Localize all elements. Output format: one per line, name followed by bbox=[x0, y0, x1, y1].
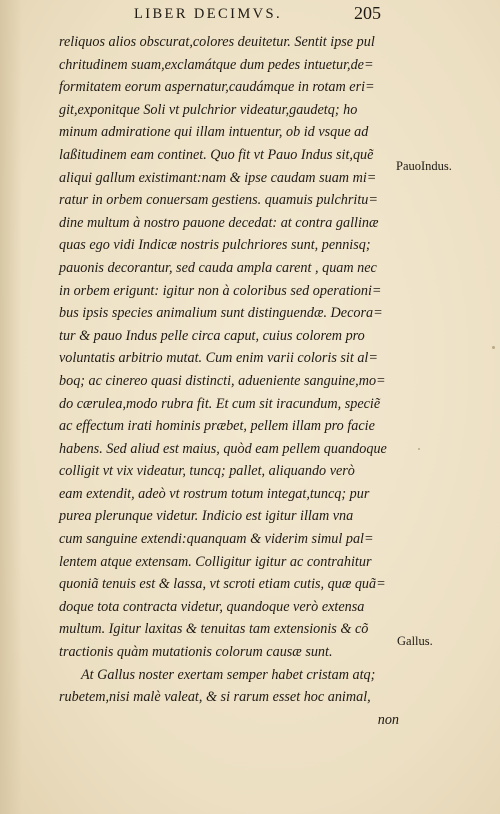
text-line: quas ego vidi Indicæ nostris pulchriores sunt, pennisq; bbox=[59, 237, 371, 254]
body-text bbox=[59, 31, 399, 731]
text-line: doque tota contracta videtur, quandoque verò extensa bbox=[59, 598, 365, 615]
text-line: ratur in orbem conuersam gestiens. quamuis pulchritu= bbox=[59, 192, 378, 209]
catchword: non bbox=[377, 711, 399, 728]
text-line: quoniã tenuis est & lassa, vt scroti etiam cutis, quæ quã= bbox=[59, 576, 386, 593]
text-line: boq; ac cinereo quasi distincti, adueniente sanguine,mo= bbox=[59, 372, 386, 389]
text-line: minum admiratione qui illam intuentur, ob id vsque ad bbox=[59, 124, 369, 141]
marginal-note-pauo-indus: PauoIndus. bbox=[396, 159, 452, 173]
text-line: lentem atque extensam. Colligitur igitur ac contrahitur bbox=[59, 553, 372, 570]
text-line: multum. Igitur laxitas & tenuitas tam extensionis & cõ bbox=[59, 621, 369, 638]
page-number: 205 bbox=[354, 3, 381, 23]
paper-speck bbox=[418, 448, 420, 450]
text-line: colligit vt vix videatur, tuncq; pallet, aliquando verò bbox=[59, 463, 355, 480]
text-line: do cærulea,modo rubra fit. Et cum sit iracundum, speciẽ bbox=[59, 395, 381, 412]
text-line: laßitudinem eam continet. Quo fit vt Pauo Indus sit,quẽ bbox=[59, 146, 374, 163]
text-line: git,exponitque Soli vt pulchrior videatur,gaudetq; ho bbox=[59, 101, 358, 118]
text-line: habens. Sed aliud est maius, quòd eam pellem quandoque bbox=[59, 440, 387, 457]
running-head: LIBER DECIMVS. bbox=[134, 6, 282, 22]
page-gutter-shadow bbox=[0, 0, 22, 814]
text-line: dine multum à nostro pauone decedat: at contra gallinæ bbox=[59, 214, 379, 231]
page-header bbox=[0, 3, 500, 29]
text-line: in orbem erigunt: igitur non à coloribus sed operationi= bbox=[59, 282, 382, 299]
text-line: eam extendit, adeò vt rostrum totum integat,tuncq; pur bbox=[59, 485, 370, 502]
text-line: bus ipsis species animalium sunt distinguendæ. Decora= bbox=[59, 305, 383, 322]
text-line: purea plerunque videtur. Indicio est igitur illam vna bbox=[59, 508, 354, 525]
text-line: tur & pauo Indus pelle circa caput, cuius colorem pro bbox=[59, 327, 365, 344]
paper-speck bbox=[492, 346, 495, 349]
text-line: tractionis quàm mutationis colorum causæ sunt. bbox=[59, 644, 333, 661]
marginal-note-gallus: Gallus. bbox=[397, 634, 433, 648]
text-line: reliquos alios obscurat,colores deuitetur. Sentit ipse pul bbox=[59, 34, 375, 50]
text-line: formitatem eorum aspernatur,caudámque in rotam eri= bbox=[59, 79, 375, 96]
text-line: voluntatis arbitrio mutat. Cum enim varii coloris sit al= bbox=[59, 350, 378, 367]
text-line: ac effectum irati hominis præbet, pellem illam pro facie bbox=[59, 418, 375, 435]
text-line: rubetem,nisi malè valeat, & si rarum esset hoc animal, bbox=[59, 689, 371, 706]
text-line: chritudinem suam,exclamátque dum pedes intuetur,de= bbox=[59, 56, 374, 73]
text-line: At Gallus noster exertam semper habet cristam atq; bbox=[81, 666, 376, 683]
text-line: cum sanguine extendi:quanquam & viderim simul pal= bbox=[59, 531, 374, 548]
text-line: aliqui gallum existimant:nam & ipse caudam suam mi= bbox=[59, 169, 377, 186]
text-line: pauonis decorantur, sed cauda ampla carent , quam nec bbox=[59, 259, 377, 276]
